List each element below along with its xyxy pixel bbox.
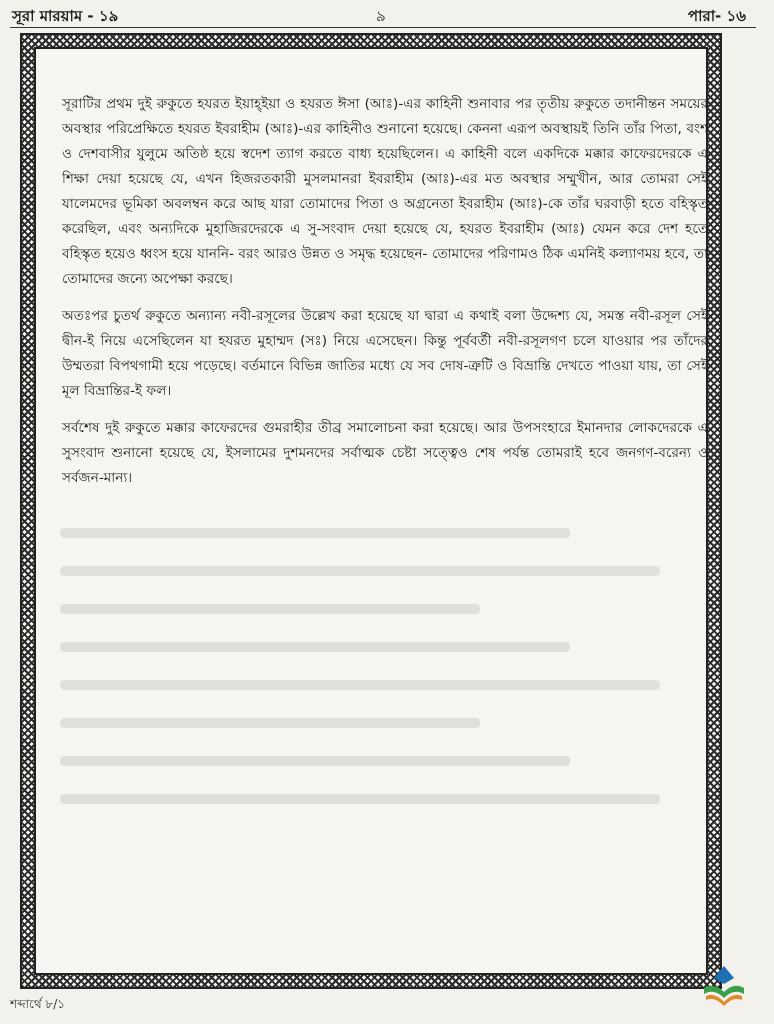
page-header [0,0,774,30]
header-divider [10,27,756,28]
paragraph-3: সর্বশেষ দুই রুকুতে মক্কার কাফেরদের গুমরাহীর তীব্র সমালোচনা করা হয়েছে। আর উপসংহারে ইমানদার লোকদেরকে এ সুসংবাদ শুনানো হয়েছে যে, ইসলামের দুশমনদের সর্বাত্মক চেষ্টা সত্ত্বেও শেষ পর্যন্ত তোমরাই হবে জনগণ-বরেন্য ও সর্বজন-মান্য। [62,420,708,486]
main-text [62,92,708,503]
surah-title: সূরা মারয়াম - ১৯ [12,7,119,25]
paragraph-2: অতঃপর চুতর্থ রুকুতে অন্যান্য নবী-রসূলের উল্লেখ করা হয়েছে যা দ্বারা এ কথাই বলা উদ্দেশ্য যে, সমস্ত নবী-রসূল সেই দ্বীন-ই নিয়ে এসেছিলেন যা হযরত মুহাম্মদ (সঃ) নিয়ে এসেছেন। কিন্তু পূর্ববর্তী নবী-রসূলগণ চলে যাওয়ার পর তাঁদের উম্মতরা বিপথগামী হয়ে পড়েছে। বর্তমানে বিভিন্ন জাতির মধ্যে যে সব দোষ-ত্রুটি ও বিভ্রান্তি দেখতে পাওয়া যায়, তা সেই মূল বিভ্রান্তির-ই ফল। [62,308,708,399]
page-number: ৯ [376,7,386,25]
para-label: পারা- ১৬ [687,7,746,25]
book-logo-icon [700,962,748,1010]
paragraph-1: সূরাটির প্রথম দুই রুকুতে হযরত ইয়াহ্ইয়া ও হযরত ঈসা (আঃ)-এর কাহিনী শুনাবার পর তৃতীয় রুকুতে তদানীন্তন সময়ের অবস্থার পরিপ্রেক্ষিতে হযরত ইবরাহীম (আঃ)-এর কাহিনীও শুনানো হয়েছে। কেননা এরূপ অবস্থায়ই তিনি তাঁর পিতা, বংশ ও দেশবাসীর যুলুমে অতিষ্ঠ হয়ে স্বদেশ ত্যাগ করতে বাধ্য হয়েছিলেন। এ কাহিনী বলে একদিকে মক্কার কাফেরদেরকে এ শিক্ষা দেয়া হয়েছে যে, এখন হিজরতকারী মুসলমানরা ইবরাহীম (আঃ)-এর মত অবস্থার সম্মুখীন, আর তোমরা সেই যালেমদের ভূমিকা অবলম্বন করে আছ যারা তোমাদের পিতা ও অগ্রনেতা ইবরাহীম (আঃ)-কে তাঁর ঘরবাড়ী হতে বহিস্কৃত করেছিল, এবং অন্যদিকে মুহাজিরদেরকে এ সু-সংবাদ দেয়া হয়েছে যে, হযরত ইবরাহীম (আঃ) যেমন করে দেশ হতে বহিস্কৃত হয়েও ধ্বংস হয়ে যাননি- বরং আরও উন্নত ও সমৃদ্ধ হয়েছেন- তোমাদের পরিণামও ঠিক এমনিই কল্যাণময় হবে, তা তোমাদের জন্যে অপেক্ষা করছে। [62,96,708,287]
footer-reference: শব্দার্থে ৮/১ [10,997,66,1011]
